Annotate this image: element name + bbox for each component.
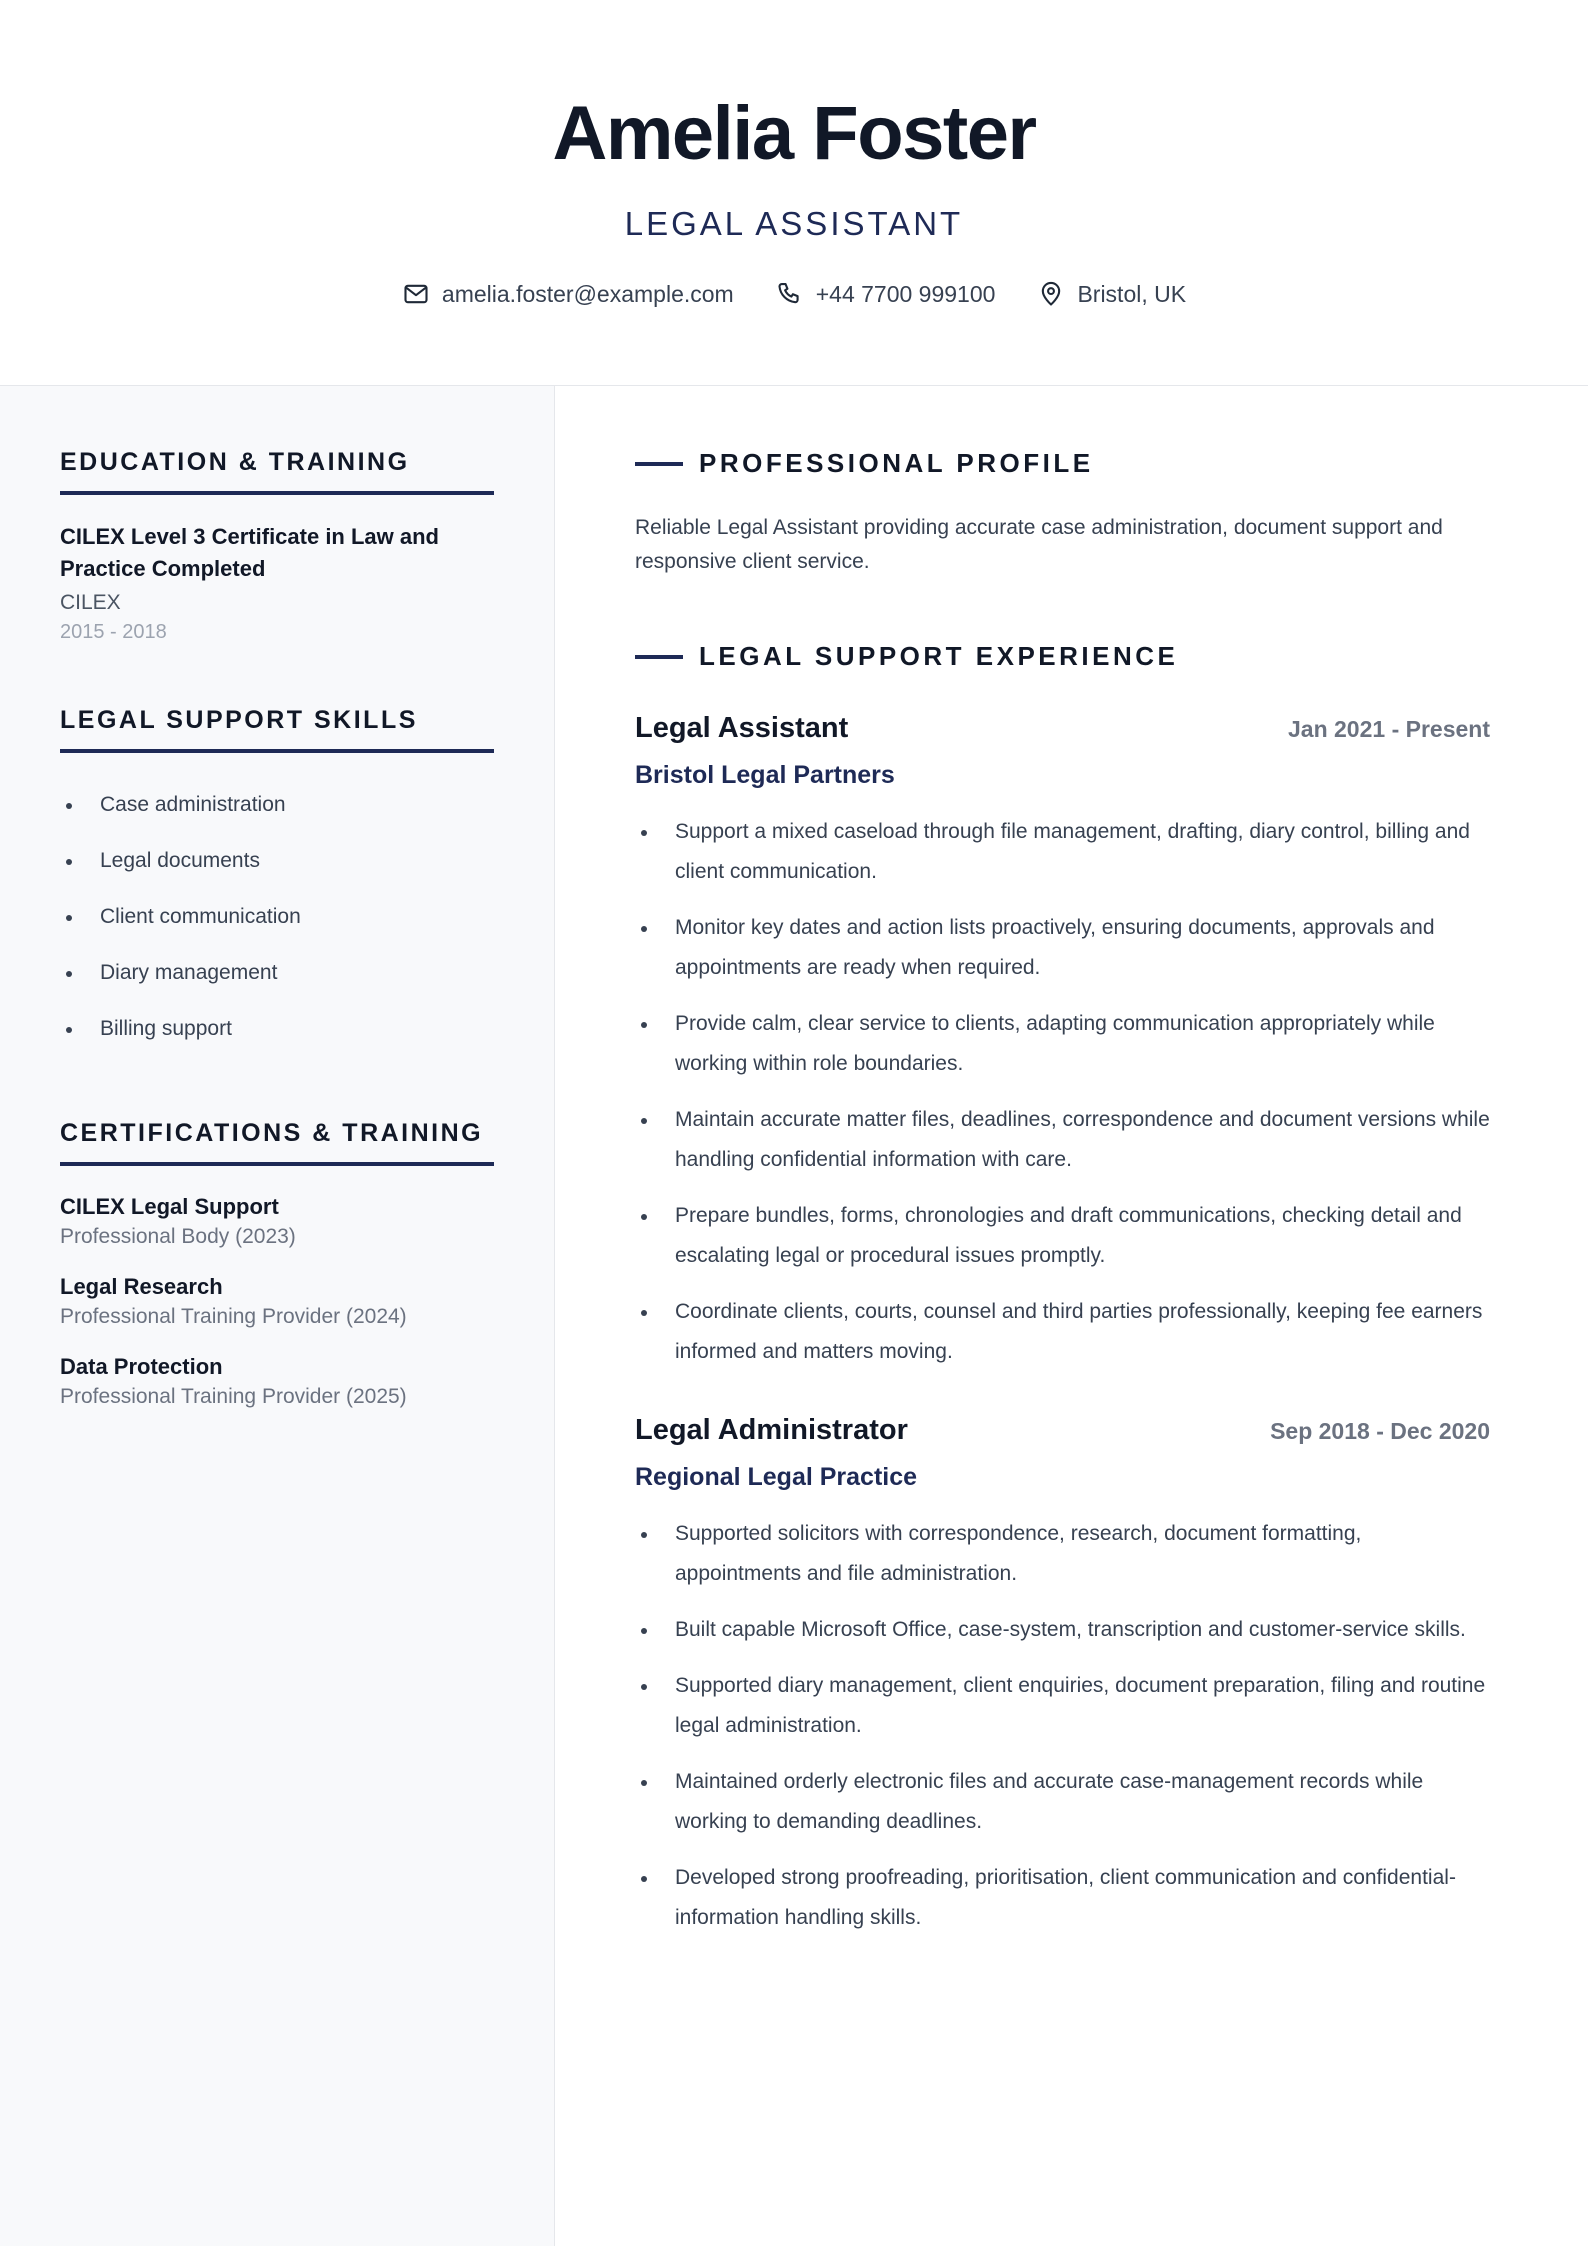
job-bullet: Supported diary management, client enquiries, document preparation, filing and routine legal administration.	[635, 1666, 1490, 1746]
contact-phone-text: +44 7700 999100	[815, 280, 996, 307]
job-bullet: Built capable Microsoft Office, case-system, transcription and customer-service skills.	[635, 1610, 1490, 1650]
job-bullets	[635, 812, 1490, 1372]
job-entry	[635, 1414, 1490, 1938]
heading-accent-bar	[635, 462, 683, 466]
skills-heading: LEGAL SUPPORT SKILLS	[60, 706, 494, 753]
job-bullet: Maintain accurate matter files, deadlines, correspondence and document versions while handling confidential information with care.	[635, 1100, 1490, 1180]
job-bullet: Coordinate clients, courts, counsel and third parties professionally, keeping fee earners informed and matters moving.	[635, 1292, 1490, 1372]
contact-phone[interactable]	[776, 280, 996, 308]
resume-body	[0, 386, 1588, 2246]
job-dates: Sep 2018 - Dec 2020	[1270, 1418, 1490, 1444]
profile-summary: Reliable Legal Assistant providing accurate case administration, document support and responsive client service.	[635, 516, 1443, 573]
job-bullet: Supported solicitors with correspondence, research, document formatting, appointments and file administration.	[635, 1514, 1490, 1594]
skill-item: Client communication	[60, 889, 494, 945]
certifications-heading: CERTIFICATIONS & TRAINING	[60, 1119, 494, 1166]
candidate-name: Amelia Foster	[552, 91, 1036, 176]
job-entry	[635, 712, 1490, 1372]
job-bullet: Provide calm, clear service to clients, adapting communication appropriately while working within role boundaries.	[635, 1004, 1490, 1084]
heading-accent-bar	[635, 655, 683, 659]
contact-email-text: amelia.foster@example.com	[441, 280, 734, 307]
candidate-role: LEGAL ASSISTANT	[624, 205, 964, 242]
phone-icon	[776, 280, 804, 308]
job-dates: Jan 2021 - Present	[1287, 716, 1490, 742]
location-pin-icon	[1037, 280, 1065, 308]
mail-icon	[402, 280, 430, 308]
job-company: Bristol Legal Partners	[635, 761, 895, 789]
skills-section	[60, 706, 494, 1057]
skill-item: Diary management	[60, 945, 494, 1001]
education-heading: EDUCATION & TRAINING	[60, 448, 494, 495]
education-section	[60, 448, 494, 644]
skill-item: Billing support	[60, 1001, 494, 1057]
education-years: 2015 - 2018	[60, 621, 167, 643]
certification-name: Legal Research	[60, 1274, 223, 1299]
resume-header	[0, 0, 1588, 386]
job-company: Regional Legal Practice	[635, 1463, 918, 1491]
contact-location-text: Bristol, UK	[1077, 280, 1187, 307]
job-bullet: Support a mixed caseload through file management, drafting, diary control, billing and client communication.	[635, 812, 1490, 892]
job-title: Legal Administrator	[635, 1414, 908, 1446]
job-header	[635, 1414, 1490, 1447]
job-title: Legal Assistant	[635, 712, 849, 744]
certification-org: Professional Training Provider (2024)	[60, 1305, 407, 1328]
experience-section	[635, 641, 1490, 1938]
skill-item: Legal documents	[60, 833, 494, 889]
job-bullet: Prepare bundles, forms, chronologies and draft communications, checking detail and escalating legal or procedural issues promptly.	[635, 1196, 1490, 1276]
experience-heading	[635, 641, 1490, 672]
certification-item	[60, 1272, 494, 1332]
job-bullet: Monitor key dates and action lists proactively, ensuring documents, approvals and appointments are ready when required.	[635, 908, 1490, 988]
contact-row	[0, 280, 1588, 308]
job-bullet: Developed strong proofreading, prioritisation, client communication and confidential-information handling skills.	[635, 1858, 1490, 1938]
certification-org: Professional Body (2023)	[60, 1225, 296, 1248]
certification-item	[60, 1352, 494, 1412]
contact-email[interactable]	[402, 280, 734, 308]
certification-name: Data Protection	[60, 1354, 223, 1379]
job-bullet: Maintained orderly electronic files and accurate case-management records while working to demanding deadlines.	[635, 1762, 1490, 1842]
job-bullets	[635, 1514, 1490, 1938]
education-institution: CILEX	[60, 591, 121, 614]
profile-heading-text: PROFESSIONAL PROFILE	[699, 448, 1094, 478]
job-header	[635, 712, 1490, 745]
profile-heading	[635, 448, 1490, 479]
contact-location	[1037, 280, 1186, 308]
education-degree: CILEX Level 3 Certificate in Law and Practice Completed	[60, 524, 439, 581]
certification-item	[60, 1192, 494, 1252]
main-content	[555, 386, 1588, 2246]
certification-org: Professional Training Provider (2025)	[60, 1385, 407, 1408]
skill-item: Case administration	[60, 777, 494, 833]
certifications-section	[60, 1119, 494, 1412]
skills-list	[60, 777, 494, 1057]
sidebar	[0, 386, 555, 2246]
experience-heading-text: LEGAL SUPPORT EXPERIENCE	[699, 641, 1179, 671]
certification-name: CILEX Legal Support	[60, 1194, 279, 1219]
profile-section	[635, 448, 1490, 579]
